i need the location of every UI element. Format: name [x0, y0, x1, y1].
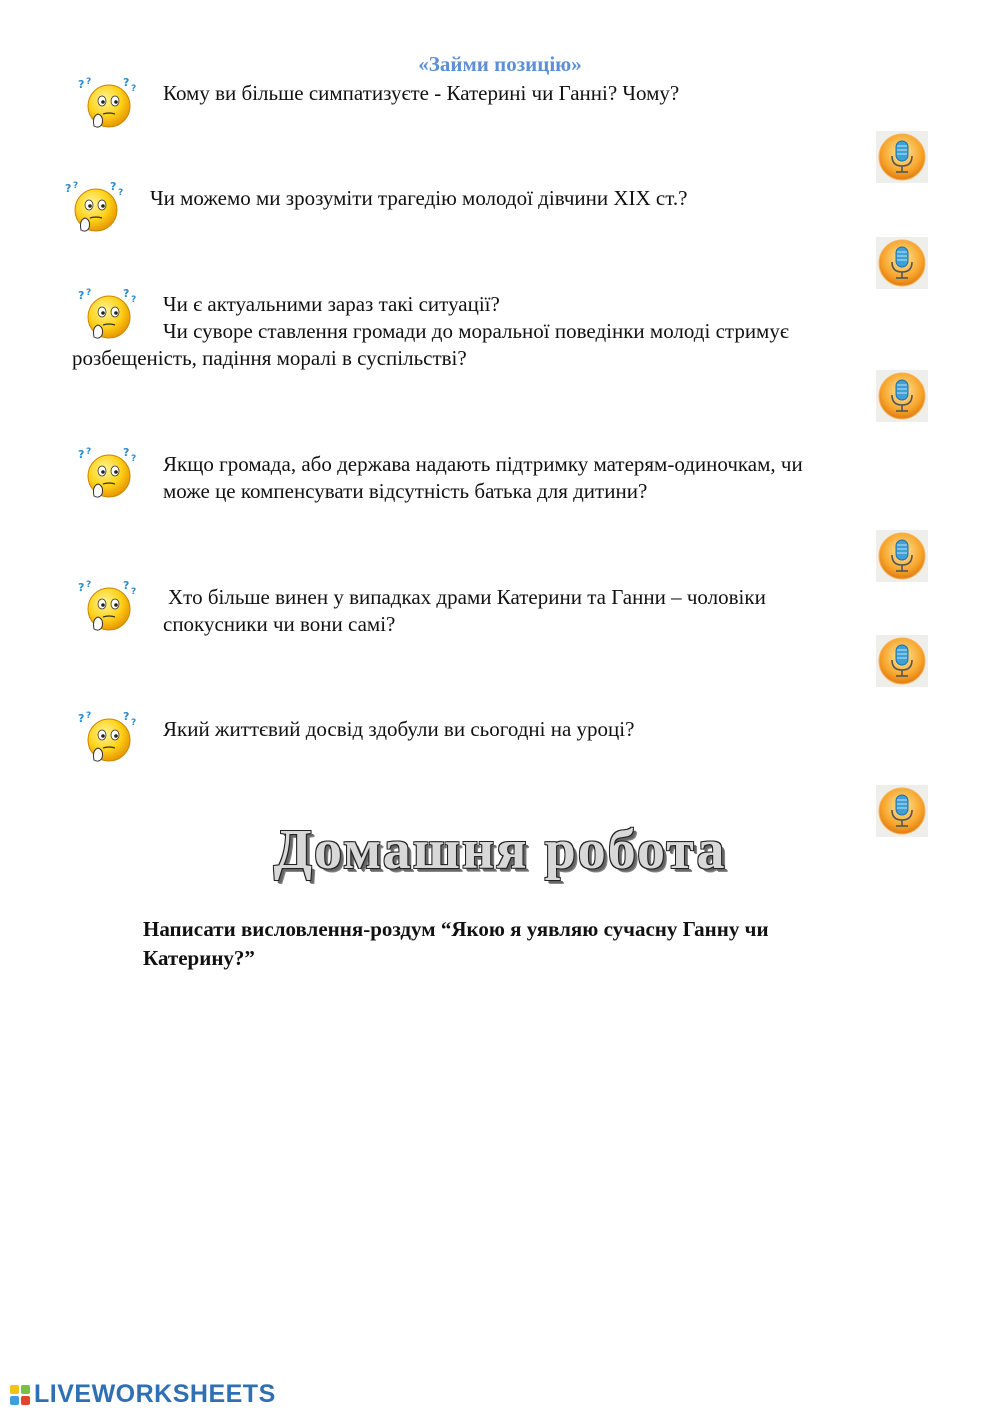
question-5-line-1: Хто більше винен у випадках драми Катерини та Ганни – чоловіки [168, 585, 766, 609]
thinking-smiley-icon [76, 579, 140, 637]
homework-title: Домашня робота [273, 819, 727, 881]
logo-grid-icon [10, 1385, 30, 1405]
question-3-line-3: розбещеність, падіння моралі в суспільстві? [72, 346, 467, 370]
question-4-line-2: може це компенсувати відсутність батька для дитини? [163, 479, 648, 503]
microphone-icon[interactable] [876, 530, 928, 582]
microphone-icon[interactable] [876, 370, 928, 422]
homework-line-1: Написати висловлення-роздум “Якою я уявляю сучасну Ганну чи [143, 917, 769, 941]
question-3-line-1: Чи є актуальними зараз такі ситуації? [163, 292, 500, 316]
microphone-icon[interactable] [876, 131, 928, 183]
question-1: Кому ви більше симпатизуєте - Катерині чи Ганні? Чому? [163, 81, 680, 105]
thinking-smiley-icon [63, 180, 127, 238]
microphone-icon[interactable] [876, 237, 928, 289]
thinking-smiley-icon [76, 76, 140, 134]
question-4-line-1: Якщо громада, або держава надають підтримку матерям-одиночкам, чи [163, 452, 803, 476]
microphone-icon[interactable] [876, 635, 928, 687]
homework-line-2: Катерину?” [143, 946, 255, 970]
thinking-smiley-icon [76, 710, 140, 768]
footer-logo[interactable] [10, 1380, 276, 1409]
question-3-line-2: Чи суворе ставлення громади до моральної поведінки молоді стримує [163, 319, 789, 343]
thinking-smiley-icon [76, 446, 140, 504]
question-2: Чи можемо ми зрозуміти трагедію молодої дівчини XIX ст.? [150, 186, 688, 210]
page-title: «Займи позицію» [418, 52, 582, 76]
brand-name: LIVEWORKSHEETS [34, 1380, 276, 1408]
thinking-smiley-icon [76, 287, 140, 345]
question-6: Який життєвий досвід здобули ви сьогодні на уроці? [163, 717, 635, 741]
homework-text [143, 915, 903, 973]
question-5-line-2: спокусники чи вони самі? [163, 612, 396, 636]
